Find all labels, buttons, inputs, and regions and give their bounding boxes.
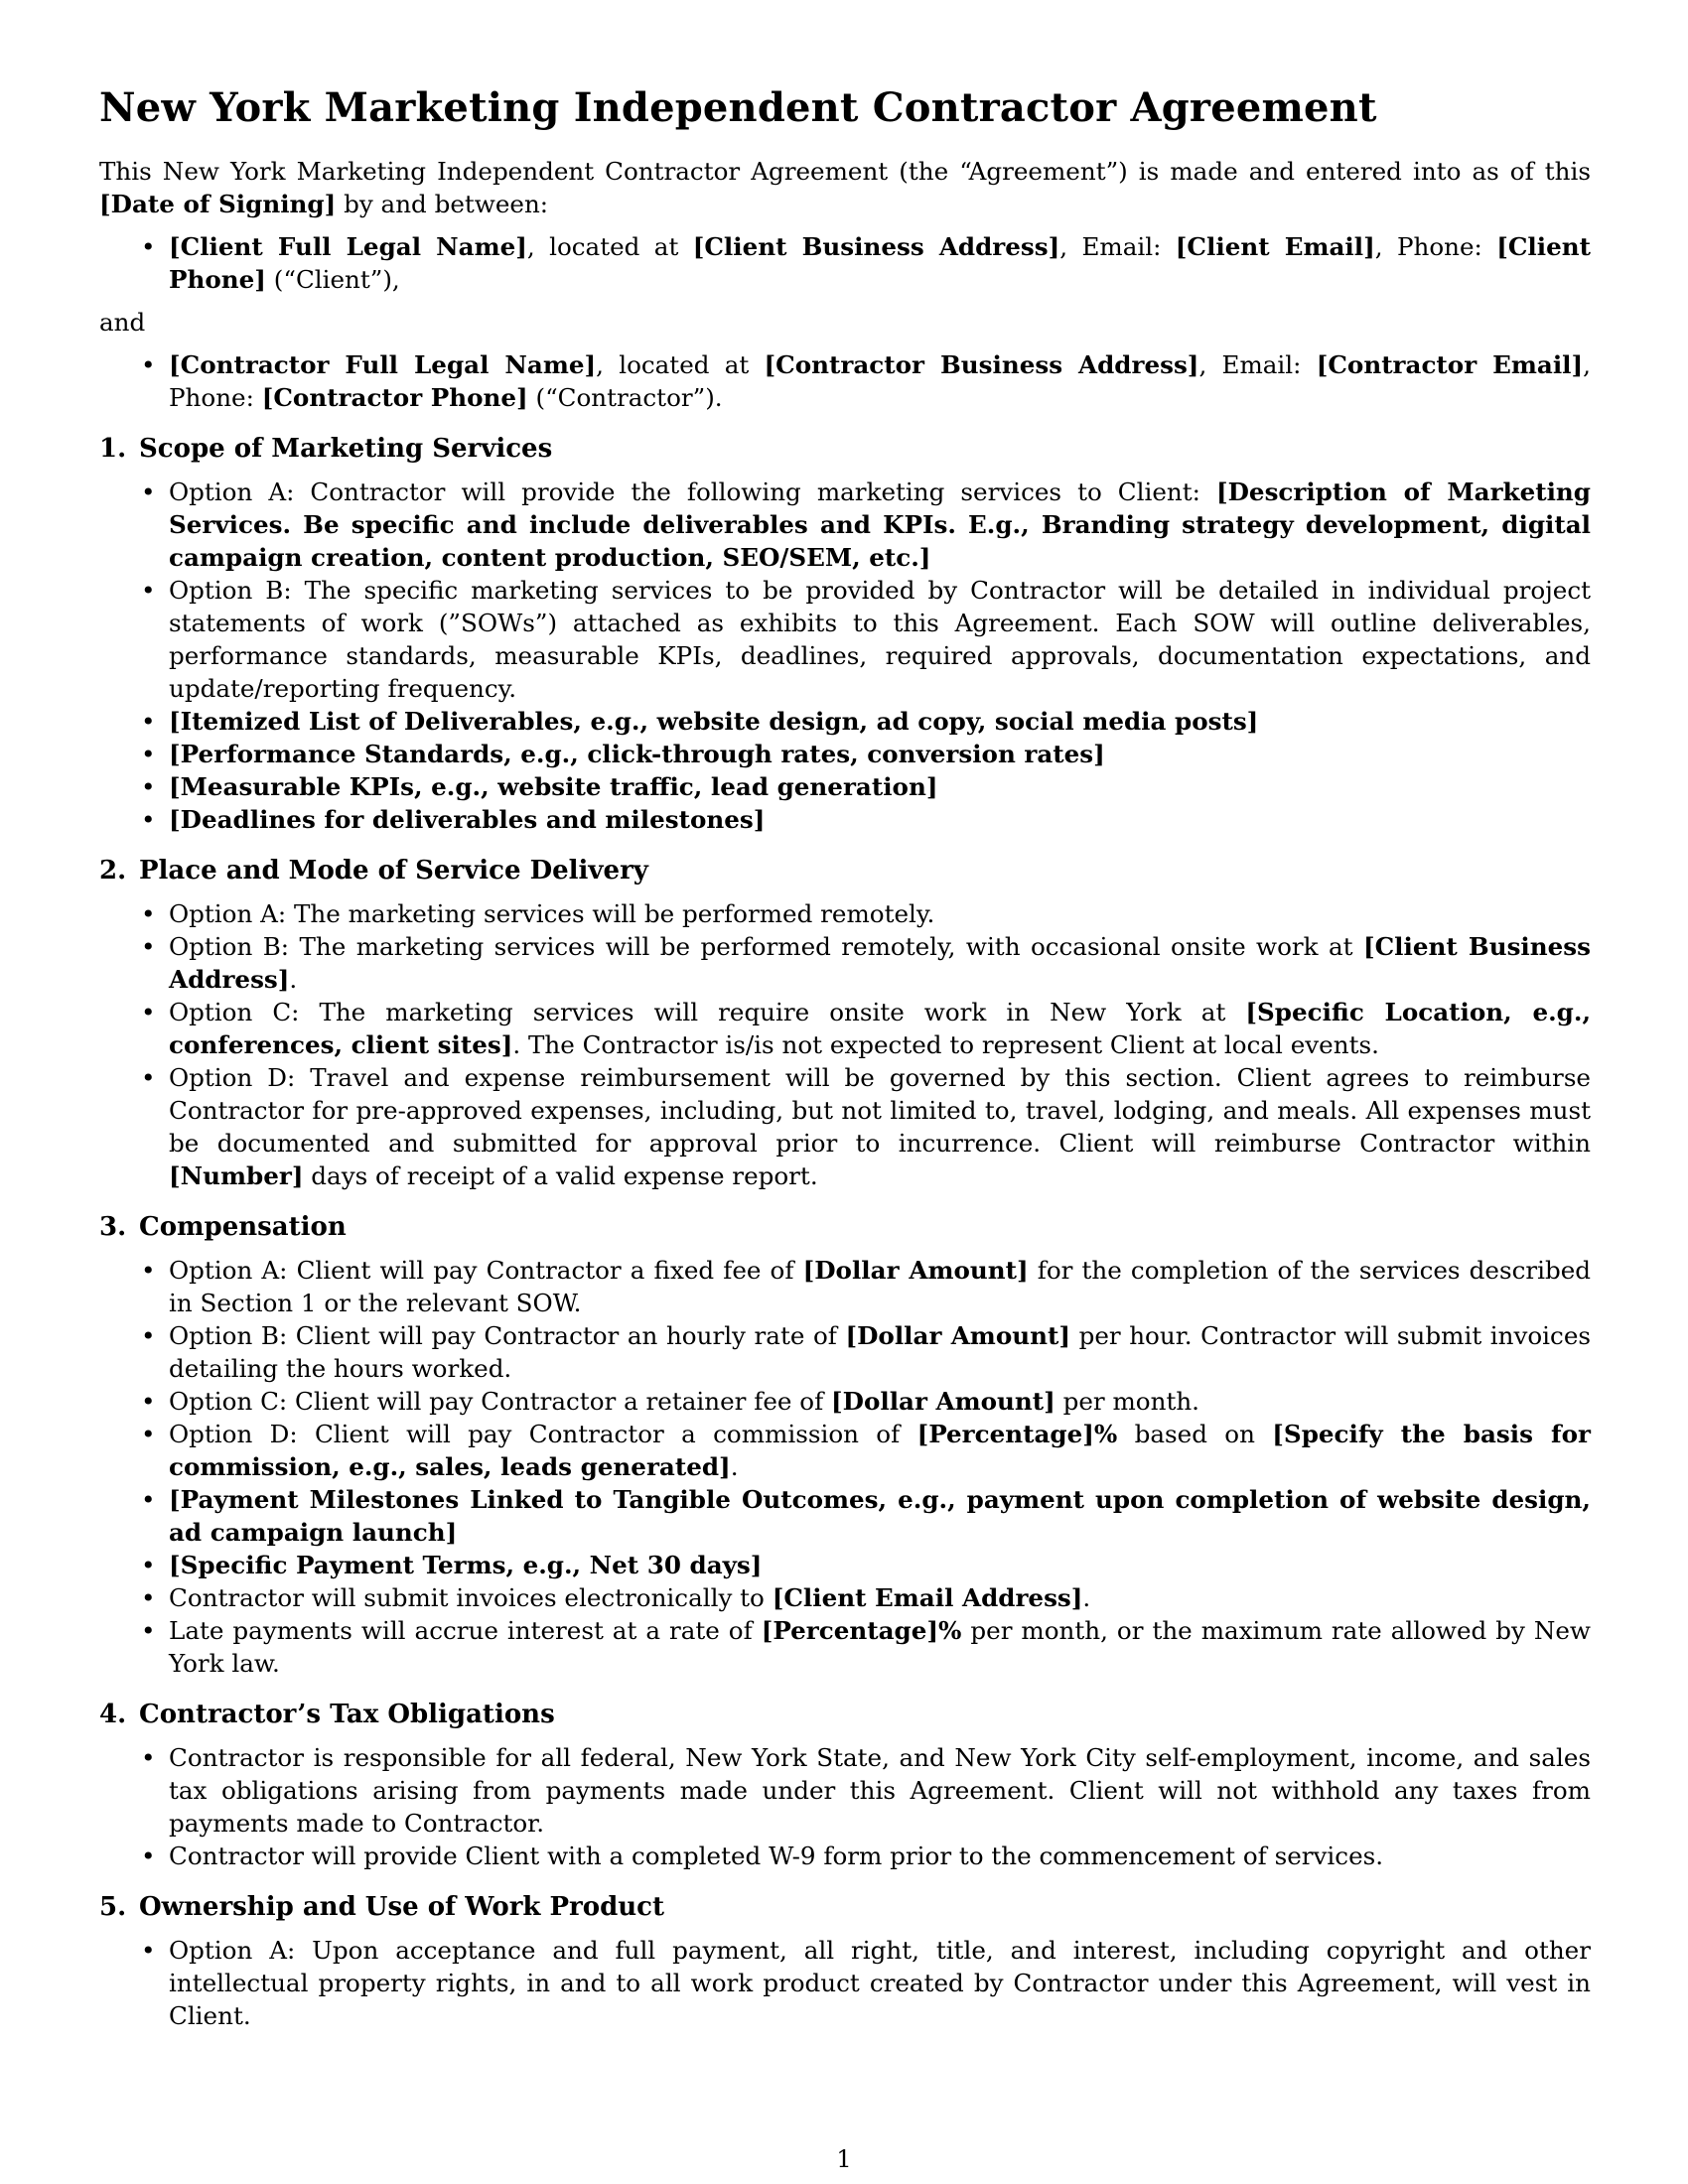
section-number: 2. [99,856,127,886]
page-number: 1 [836,2145,852,2173]
section-heading [99,432,1591,466]
section-list [99,476,1591,836]
section-list [99,1934,1591,2032]
placeholder-field: [Client Email] [1175,232,1375,261]
section-list [99,1741,1591,1872]
placeholder-field: [Measurable KPIs, e.g., website traffic, lead generation] [169,772,938,801]
section-heading [99,854,1591,887]
section-number: 4. [99,1700,127,1729]
placeholder-field: [Specify the basis for commission, e.g., sales, leads generated] [169,1420,1591,1481]
parties-list-client [99,230,1591,296]
section-number: 1. [99,434,127,464]
list-item: • Option B: The specific marketing services to be provided by Contractor will be detailed in individual project statements of work (”SOWs”) attached as exhibits to this Agreement. Each SOW will outline deliverables, performance standards, measurable KPIs, deadlines, required approvals, documentation expectations, and update/reporting frequency. [99,574,1591,705]
list-item: • Option A: Client will pay Contractor a fixed fee of [Dollar Amount] for the completion of the services described in Section 1 or the relevant SOW. [99,1254,1591,1319]
placeholder-field: [Percentage]% [761,1616,962,1645]
placeholder-field: [Dollar Amount] [802,1256,1029,1285]
list-item: • Option B: The marketing services will be performed remotely, with occasional onsite work at [Client Business Address]. [99,930,1591,996]
document-page [99,83,1591,2042]
section-title: Contractor’s Tax Obligations [139,1700,555,1729]
list-item: • Option B: Client will pay Contractor an hourly rate of [Dollar Amount] per hour. Contractor will submit invoices detailing the hours worked. [99,1319,1591,1385]
parties-list-contractor [99,348,1591,414]
placeholder-field: [Itemized List of Deliverables, e.g., website design, ad copy, social media posts] [169,707,1259,736]
section-title: Place and Mode of Service Delivery [139,856,648,886]
placeholder-field: [Number] [169,1161,304,1190]
list-item: • Contractor is responsible for all federal, New York State, and New York City self-employment, income, and sales tax obligations arising from payments made under this Agreement. Client will not withhold any taxes from payments made to Contractor. [99,1741,1591,1840]
placeholder-field: [Deadlines for deliverables and milestones] [169,805,766,834]
placeholder-field: [Performance Standards, e.g., click-through rates, conversion rates] [169,740,1105,768]
list-item: • Option D: Client will pay Contractor a commission of [Percentage]% based on [Specify the basis for commission, e.g., sales, leads generated]. [99,1418,1591,1483]
placeholder-field: [Percentage]% [916,1420,1118,1448]
section-heading [99,1210,1591,1244]
and-text: and [99,308,146,337]
placeholder-field: [Contractor Phone] [261,383,528,412]
section-title: Ownership and Use of Work Product [139,1892,664,1922]
list-item [99,770,1591,803]
section-number: 5. [99,1892,127,1922]
section-heading [99,1890,1591,1924]
placeholder-field: [Contractor Full Legal Name] [169,350,597,379]
section-number: 3. [99,1212,127,1242]
placeholder-field: [Payment Milestones Linked to Tangible Outcomes, e.g., payment upon completion of website design, ad campaign launch] [169,1485,1591,1547]
placeholder-field: [Specific Location, e.g., conferences, client sites] [169,998,1592,1059]
section-heading [99,1698,1591,1731]
section-list [99,897,1591,1192]
list-item: • Option A: Upon acceptance and full payment, all right, title, and interest, including copyright and other intellectual property rights, in and to all work product created by Contractor under this Agreement, will vest in Client. [99,1934,1591,2032]
list-item [99,705,1591,738]
list-item: • Contractor will submit invoices electronically to [Client Email Address]. [99,1581,1591,1614]
list-item: • Option C: Client will pay Contractor a retainer fee of [Dollar Amount] per month. [99,1385,1591,1418]
placeholder-field: [Dollar Amount] [831,1387,1055,1416]
list-item: • Option C: The marketing services will require onsite work in New York at [Specific Location, e.g., conferences, client sites]. The Contractor is/is not expected to represent Client at local events. [99,996,1591,1061]
sections-container [99,432,1591,2032]
placeholder-field: [Specific Payment Terms, e.g., Net 30 days] [169,1551,763,1579]
placeholder-field: [Contractor Email] [1316,350,1584,379]
placeholder-field: [Client Phone] [169,232,1592,294]
document-title: New York Marketing Independent Contractor Agreement [99,84,1377,131]
placeholder-field: [Date of Signing] [99,190,337,218]
list-item: • Option A: Contractor will provide the following marketing services to Client: [Description of Marketing Services. Be specific and include deliverables and KPIs. E.g., Branding strategy development, digital campaign creation, content production, SEO/SEM, etc.] [99,476,1591,574]
placeholder-field: [Contractor Business Address] [764,350,1199,379]
list-item [99,738,1591,770]
section-title: Scope of Marketing Services [139,434,553,464]
list-item [99,1549,1591,1581]
placeholder-field: [Client Full Legal Name] [169,232,527,261]
placeholder-field: [Client Email Address] [772,1583,1083,1612]
placeholder-field: [Dollar Amount] [845,1321,1070,1350]
list-item [99,1483,1591,1549]
list-item: • Contractor will provide Client with a completed W-9 form prior to the commencement of services. [99,1840,1591,1872]
section-list [99,1254,1591,1680]
placeholder-field: [Description of Marketing Services. Be specific and include deliverables and KPIs. E.g., Branding strategy development, digital campaign creation, content production, SEO/SEM, etc.] [169,478,1591,572]
party-contractor: • [Contractor Full Legal Name], located at [Contractor Business Address], Email: [Contractor Email], Phone: [Contractor Phone] (“Contractor”). [99,348,1591,414]
list-item: • Option A: The marketing services will be performed remotely. [99,897,1591,930]
placeholder-field: [Client Business Address] [692,232,1060,261]
party-client: • [Client Full Legal Name], located at [Client Business Address], Email: [Client Email], Phone: [Client Phone] (“Client”), [99,230,1591,296]
section-title: Compensation [139,1212,347,1242]
list-item: • Late payments will accrue interest at a rate of [Percentage]% per month, or the maximum rate allowed by New York law. [99,1614,1591,1680]
list-item: • Option D: Travel and expense reimbursement will be governed by this section. Client agrees to reimburse Contractor for pre-approved expenses, including, but not limited to, travel, lodging, and meals. All expenses must be documented and submitted for approval prior to incurrence. Client will reimburse Contractor within [Number] days of receipt of a valid expense report. [99,1061,1591,1192]
placeholder-field: [Client Business Address] [169,932,1591,994]
intro-paragraph: This New York Marketing Independent Contractor Agreement (the “Agreement”) is made and entered into as of this [Date of Signing] by and between: [99,157,1591,218]
list-item [99,803,1591,836]
